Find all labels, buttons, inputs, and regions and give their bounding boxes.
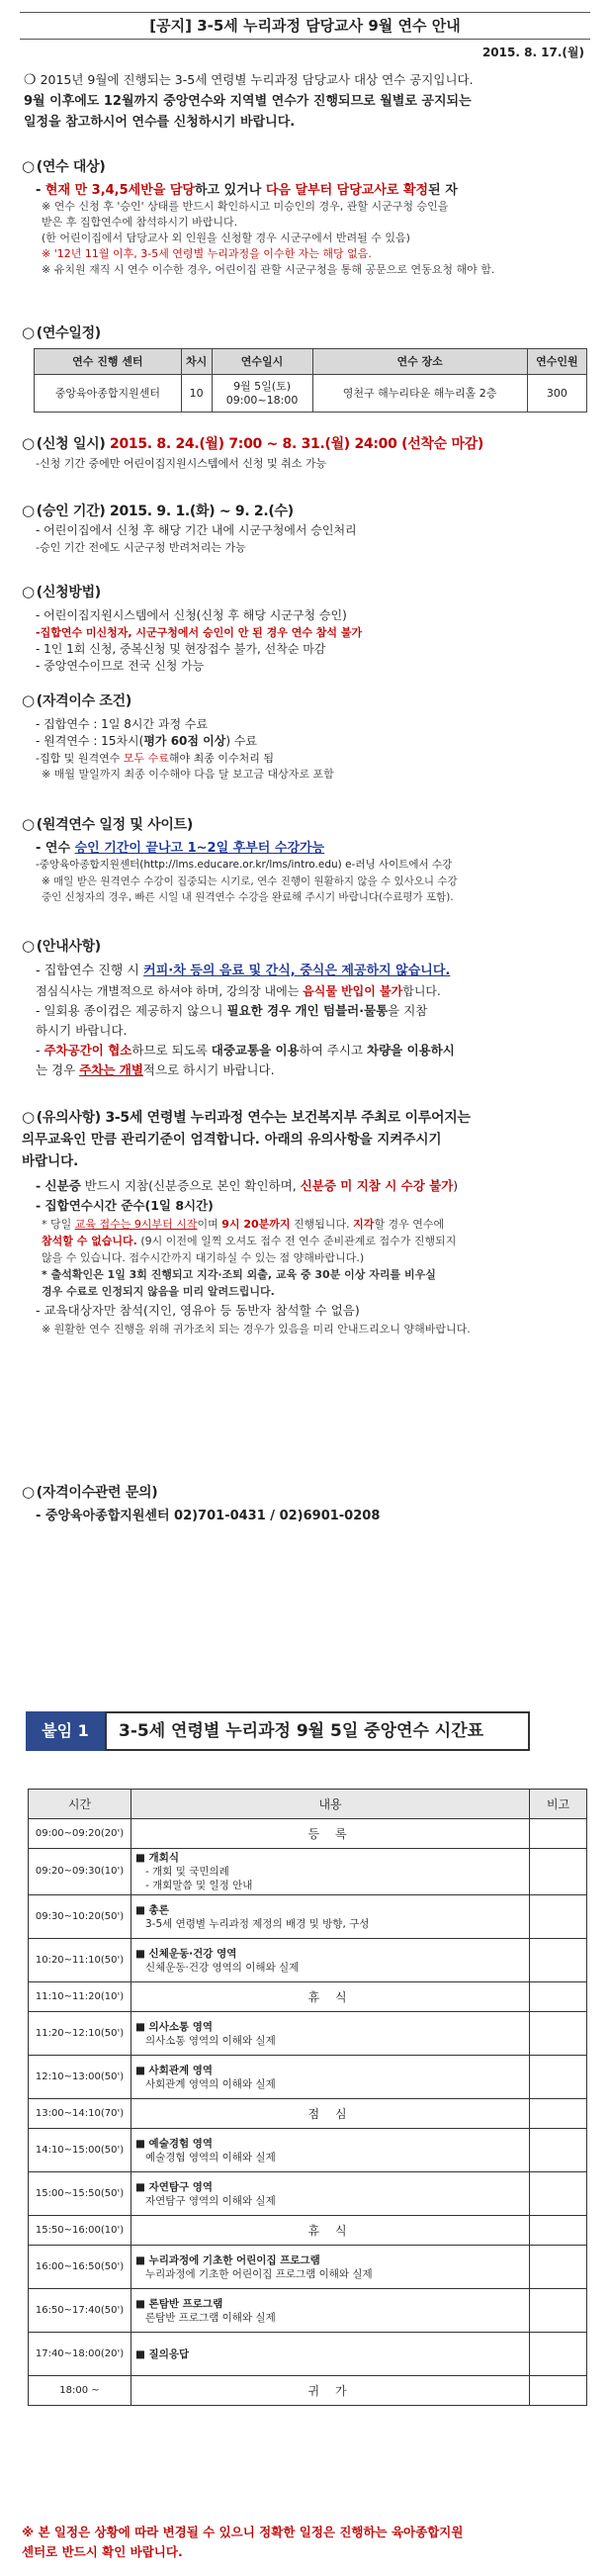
- table-row: [29, 2376, 587, 2406]
- contact-line: - 중앙육아종합지원센터 02)701-0431 / 02)6901-0208: [36, 1509, 381, 1523]
- note-line: ※ 매월 말일까지 최종 이수해야 다음 달 보고금 대상자로 포함: [42, 768, 334, 781]
- apply-period-value: 2015. 8. 24.(월) 7:00 ~ 8. 31.(월) 24:00 (선착순 마감): [110, 436, 483, 452]
- note-line: ※ '12년 11월 이후, 3-5세 연령별 누리과정을 이수한 자는 해당 없음.: [42, 247, 372, 260]
- text-line: - 신분증 반드시 지참(신분증으로 본인 확인하며, 신분증 미 지참 시 수강 불가): [36, 1178, 459, 1193]
- table-row: [29, 1895, 587, 1939]
- section-apply-period: ○ (신청 일시) 2015. 8. 24.(월) 7:00 ~ 8. 31.(월) 24:00 (선착순 마감) -신청 기간 중에만 어린이집지원시스템에서 신청 및 취소 가능: [22, 435, 595, 472]
- time-cell: 16:50~17:40(50'): [29, 2289, 131, 2333]
- text-line: 바랍니다.: [22, 1153, 79, 1169]
- remark-cell: [530, 2099, 587, 2129]
- remark-cell: [530, 2333, 587, 2376]
- time-cell: 11:10~11:20(10'): [29, 1982, 131, 2012]
- content-cell: [131, 2129, 529, 2172]
- content-cell: [131, 2246, 529, 2289]
- circle-bullet-icon: ○: [22, 157, 35, 175]
- remark-cell: [530, 2056, 587, 2099]
- note-line: ※ 원활한 연수 진행을 위해 귀가조치 되는 경우가 있음을 미리 안내드리오니 양해바랍니다.: [42, 1323, 471, 1335]
- break-cell: 휴 식: [131, 1982, 529, 2012]
- table-header: 연수 장소: [312, 349, 527, 375]
- approve-period-value: 2015. 9. 1.(화) ~ 9. 2.(수): [110, 504, 294, 519]
- session-detail: 론탐반 프로그램 이해와 실제: [144, 2311, 276, 2324]
- section-caution: ○ (유의사항) 3-5세 연령별 누리과정 연수는 보건복지부 주최로 이루어지는 의무교육인 만큼 관리기준이 엄격합니다. 아래의 유의사항을 지켜주시기 바랍니다. - 신분증 반드시 지참(신분증으로 본인 확인하며, 신분증 미 지참 시 수강 불가) - 집합연수시간 준수(1일 8시간) * 당일 교육 접수는 9시부터 시작이며 9시 20분까지 진행됩니다. 지각할 경우 연수에 참석할 수 없습니다. (9시 이전에 일찍 오셔도 접수 전 연수 준비관계로 접수가 진행되지 않을 수 있습니다. 접수시간까지 대기하실 수 있는 점 양해바랍니다.) * 출석확인은 1일 3회 진행되고 지각·조퇴 외출, 교육 중 30분 이상 자리를 비우실 경우 수료로 인정되지 않음을 미리 알려드립니다. - 교육대상자만 참석(지인, 영유아 등 동반자 참석할 수 없음) ※ 원활한 연수 진행을 위해 귀가조치 되는 경우가 있음을 미리 안내드리오니 양해바랍니다.: [22, 1106, 595, 1337]
- section-title: (원격연수 일정 및 사이트): [36, 817, 193, 833]
- session-detail: 사회관계 영역의 이해와 실제: [144, 2077, 276, 2090]
- remark-cell: [530, 2216, 587, 2246]
- note-line: ※ 유치원 재직 시 연수 이수한 경우, 어린이집 관할 시군구청을 통해 공문으로 연동요청 해야 함.: [42, 263, 495, 276]
- notice-date: 2015. 8. 17.(월): [481, 46, 584, 59]
- table-row: [29, 1819, 587, 1849]
- session-title: ■ 질의응답: [134, 2347, 190, 2360]
- text-line: - 집합연수 : 1일 8시간 과정 수료: [36, 717, 209, 731]
- content-cell: [131, 2172, 529, 2216]
- time-cell: 15:50~16:00(10'): [29, 2216, 131, 2246]
- note-line: 경우 수료로 인정되지 않음을 미리 알려드립니다.: [42, 1285, 275, 1298]
- session-title: ■ 신체운동·건강 영역: [134, 1947, 237, 1960]
- section-approve-period: ○ (승인 기간) 2015. 9. 1.(화) ~ 9. 2.(수) - 어린이집에서 신청 후 해당 기간 내에 시군구청에서 승인처리 -승인 기간 전에도 시군구청 반려처리는 가능: [22, 503, 595, 556]
- footer-line: 센터로 반드시 확인 바랍니다.: [22, 2544, 183, 2559]
- text-line: - 주차공간이 협소하므로 되도록 대중교통을 이용하여 주시고 차량을 이용하시: [36, 1043, 455, 1058]
- note-line: -신청 기간 중에만 어린이집지원시스템에서 신청 및 취소 가능: [36, 457, 327, 470]
- session-detail: 신체운동·건강 영역의 이해와 실제: [144, 1961, 300, 1974]
- session-title: ■ 사회관계 영역: [134, 2064, 214, 2076]
- section-schedule: [22, 324, 595, 413]
- section-contact: [22, 1484, 595, 1524]
- time-cell: 09:00~09:20(20'): [29, 1819, 131, 1849]
- break-cell: 등 록: [131, 1819, 529, 1849]
- circle-bullet-icon: ○: [22, 691, 35, 709]
- section-online: [22, 816, 595, 905]
- table-header: 내용: [131, 1790, 529, 1819]
- section-guide: [22, 938, 595, 1080]
- note-line: 않을 수 있습니다. 접수시간까지 대기하실 수 있는 점 양해바랍니다.): [42, 1251, 365, 1264]
- session-detail: 예술경험 영역의 이해와 실제: [144, 2151, 276, 2163]
- text-line: 하시기 바랍니다.: [36, 1023, 128, 1038]
- table-header: 비고: [530, 1790, 587, 1819]
- content-cell: [131, 1895, 529, 1939]
- time-cell: 12:10~13:00(50'): [29, 2056, 131, 2099]
- table-header: 차시: [181, 349, 212, 375]
- table-row: [29, 2099, 587, 2129]
- remark-cell: [530, 2012, 587, 2056]
- session-detail: 자연탐구 영역의 이해와 실제: [144, 2194, 276, 2207]
- intro-paragraph: [24, 69, 592, 133]
- session-title: ■ 누리과정에 기초한 어린이집 프로그램: [134, 2254, 320, 2266]
- session-detail: 누리과정에 기초한 어린이집 프로그램 이해와 실제: [144, 2267, 373, 2280]
- note-line: ※ 매일 받은 원격연수 수강이 집중되는 시기로, 연수 진행이 원활하지 않을 수 있사오니 수강: [42, 875, 458, 887]
- content-cell: [131, 2056, 529, 2099]
- table-row: [29, 1849, 587, 1895]
- session-title: ■ 론탐반 프로그램: [134, 2297, 223, 2310]
- session-title: ■ 예술경험 영역: [134, 2137, 214, 2150]
- remark-cell: [530, 1895, 587, 1939]
- table-row: [29, 2333, 587, 2376]
- time-cell: 09:30~10:20(50'): [29, 1895, 131, 1939]
- remark-cell: [530, 1982, 587, 2012]
- circle-bullet-icon: ○: [22, 502, 35, 519]
- table-row: [29, 2289, 587, 2333]
- table-row: [29, 2216, 587, 2246]
- session-detail: - 개회 및 국민의례: [144, 1866, 229, 1878]
- attachment-tag: 붙임 1: [26, 1711, 105, 1751]
- table-header: 연수인원: [527, 349, 586, 375]
- session-title: ■ 의사소통 영역: [134, 2020, 214, 2033]
- text-line: - 원격연수 : 15차시(평가 60점 이상) 수료: [36, 734, 258, 748]
- remark-cell: [530, 2172, 587, 2216]
- break-cell: 귀 가: [131, 2376, 529, 2406]
- time-cell: 14:10~15:00(50'): [29, 2129, 131, 2172]
- circle-bullet-icon: ○: [22, 1108, 35, 1126]
- text-line: - 연수 승인 기간이 끝나고 1~2일 후부터 수강가능: [36, 841, 325, 856]
- section-title: (자격이수관련 문의): [36, 1485, 158, 1501]
- circle-bullet-icon: ○: [22, 937, 35, 955]
- notice-title: [공지] 3-5세 누리과정 담당교사 9월 연수 안내: [20, 12, 590, 40]
- circle-bullet-icon: ○: [22, 815, 35, 833]
- text-line: -집합 및 원격연수 모두 수료해야 최종 이수처리 됨: [36, 752, 274, 765]
- section-method: [22, 584, 595, 675]
- session-detail: 의사소통 영역의 이해와 실제: [144, 2034, 276, 2047]
- session-title: ■ 총론: [134, 1903, 169, 1916]
- content-cell: [131, 1849, 529, 1895]
- section-title: (자격이수 조건): [36, 693, 131, 709]
- time-cell: 17:40~18:00(20'): [29, 2333, 131, 2376]
- text-line: - 교육대상자만 참석(지인, 영유아 등 동반자 참석할 수 없음): [36, 1303, 360, 1318]
- target-main: - 현재 만 3,4,5세반을 담당하고 있거나 다음 달부터 담당교사로 확정된 자: [36, 183, 458, 198]
- timetable: [28, 1789, 587, 2406]
- table-header: 시간: [29, 1790, 131, 1819]
- table-header: 연수일시: [212, 349, 312, 375]
- text-line: - 어린이집에서 신청 후 해당 기간 내에 시군구청에서 승인처리: [36, 523, 357, 537]
- time-cell: 16:00~16:50(50'): [29, 2246, 131, 2289]
- note-line: (한 어린이집에서 담당교사 외 인원을 신청할 경우 시군구에서 반려될 수 있음): [42, 231, 410, 244]
- intro-line: 2015년 9월에 진행되는 3-5세 연령별 누리과정 담당교사 대상 연수 공지입니다.: [40, 72, 474, 87]
- remark-cell: [530, 1939, 587, 1982]
- time-cell: 11:20~12:10(50'): [29, 2012, 131, 2056]
- table-row: 중앙육아종합지원센터 10 9월 5일(토) 09:00~18:00 영천구 해누리타운 해누리홀 2층 300: [35, 375, 587, 413]
- time-cell: 18:00 ~: [29, 2376, 131, 2406]
- schedule-table: [34, 348, 587, 413]
- text-line: 의무교육인 만큼 관리기준이 엄격합니다. 아래의 유의사항을 지켜주시기: [22, 1132, 442, 1148]
- session-title: ■ 개회식: [134, 1852, 179, 1864]
- content-cell: [131, 2289, 529, 2333]
- section-title: (신청방법): [36, 585, 101, 600]
- text-line: 는 경우 주차는 개별적으로 하시기 바랍니다.: [36, 1062, 275, 1077]
- text-line: - 집합연수 진행 시 커피·차 등의 음료 및 간식, 중식은 제공하지 않습니다.: [36, 964, 451, 978]
- table-row: [29, 2056, 587, 2099]
- circle-bullet-icon: ○: [22, 434, 35, 452]
- text-line: - 집합연수시간 준수(1일 8시간): [36, 1198, 214, 1213]
- attachment-title: 3-5세 연령별 누리과정 9월 5일 중앙연수 시간표: [105, 1711, 530, 1751]
- note-line: 참석할 수 없습니다. (9시 이전에 일찍 오셔도 접수 전 연수 준비관계로 접수가 진행되지: [42, 1235, 457, 1247]
- note-line: ※ 연수 신청 후 '승인' 상태를 반드시 확인하시고 미승인의 경우, 관할 시군구청 승인을: [42, 200, 449, 213]
- text-line: - 1인 1회 신청, 중복신청 및 현장접수 불가, 선착순 마감: [36, 642, 326, 656]
- text-line: -집합연수 미신청자, 시군구청에서 승인이 안 된 경우 연수 참석 불가: [36, 626, 363, 639]
- remark-cell: [530, 2289, 587, 2333]
- table-row: [29, 1982, 587, 2012]
- table-row: [29, 2246, 587, 2289]
- table-row: [29, 1939, 587, 1982]
- text-line: -중앙육아종합지원센터(http://lms.educare.or.kr/lms/intro.edu) e-러닝 사이트에서 수강: [36, 859, 453, 871]
- session-detail: 3-5세 연령별 누리과정 제정의 배경 및 방향, 구성: [144, 1917, 370, 1930]
- session-detail: - 개회말씀 및 일정 안내: [144, 1880, 253, 1891]
- session-title: ■ 자연탐구 영역: [134, 2180, 214, 2193]
- note-line: 중인 신청자의 경우, 빠른 시일 내 원격연수 수강을 완료해 주시기 바랍니다(수료평가 포함).: [42, 891, 454, 903]
- footer-line: ※ 본 일정은 상황에 따라 변경될 수 있으니 정확한 일정은 진행하는 육아종합지원: [22, 2525, 464, 2539]
- text-line: - 일회용 종이컵은 제공하지 않으니 필요한 경우 개인 텀블러·물통을 지참: [36, 1003, 428, 1018]
- content-cell: [131, 2012, 529, 2056]
- section-qualify: [22, 692, 595, 782]
- note-line: * 출석확인은 1일 3회 진행되고 지각·조퇴 외출, 교육 중 30분 이상 자리를 비우실: [42, 1268, 436, 1281]
- table-row: [29, 2172, 587, 2216]
- table-row: [29, 2129, 587, 2172]
- remark-cell: [530, 2246, 587, 2289]
- circle-bullet-icon: ○: [22, 1483, 35, 1501]
- table-row: [29, 2012, 587, 2056]
- time-cell: 10:20~11:10(50'): [29, 1939, 131, 1982]
- content-cell: [131, 2333, 529, 2376]
- remark-cell: [530, 1849, 587, 1895]
- table-header: 연수 진행 센터: [35, 349, 182, 375]
- note-line: 받은 후 집합연수에 참석하시기 바랍니다.: [42, 216, 238, 229]
- text-line: - 중앙연수이므로 전국 신청 가능: [36, 659, 205, 673]
- break-cell: 점 심: [131, 2099, 529, 2129]
- time-cell: 09:20~09:30(10'): [29, 1849, 131, 1895]
- circle-bullet-icon: ○: [22, 583, 35, 600]
- time-cell: 15:00~15:50(50'): [29, 2172, 131, 2216]
- intro-line: 일정을 참고하시어 연수를 신청하시기 바랍니다.: [24, 115, 296, 130]
- section-target: [22, 158, 595, 278]
- intro-line: 9월 이후에도 12월까지 중앙연수와 지역별 연수가 진행되므로 월별로 공지되는: [24, 94, 472, 109]
- section-title: (안내사항): [36, 939, 101, 955]
- remark-cell: [530, 1819, 587, 1849]
- time-cell: 13:00~14:10(70'): [29, 2099, 131, 2129]
- circle-bullet-icon: ❍: [24, 72, 37, 88]
- break-cell: 휴 식: [131, 2216, 529, 2246]
- text-line: - 어린이집지원시스템에서 신청(신청 후 해당 시군구청 승인): [36, 608, 347, 622]
- footer-note: [22, 2523, 590, 2562]
- remark-cell: [530, 2376, 587, 2406]
- remark-cell: [530, 2129, 587, 2172]
- section-title: (연수 대상): [36, 159, 106, 175]
- text-line: 점심식사는 개별적으로 하셔야 하며, 강의장 내에는 음식물 반입이 불가합니다.: [36, 984, 441, 998]
- note-line: * 당일 교육 접수는 9시부터 시작이며 9시 20분까지 진행됩니다. 지각할 경우 연수에: [42, 1218, 445, 1231]
- text-line: -승인 기간 전에도 시군구청 반려처리는 가능: [36, 541, 246, 554]
- circle-bullet-icon: ○: [22, 323, 35, 341]
- content-cell: [131, 1939, 529, 1982]
- section-title: (연수일정): [36, 325, 101, 341]
